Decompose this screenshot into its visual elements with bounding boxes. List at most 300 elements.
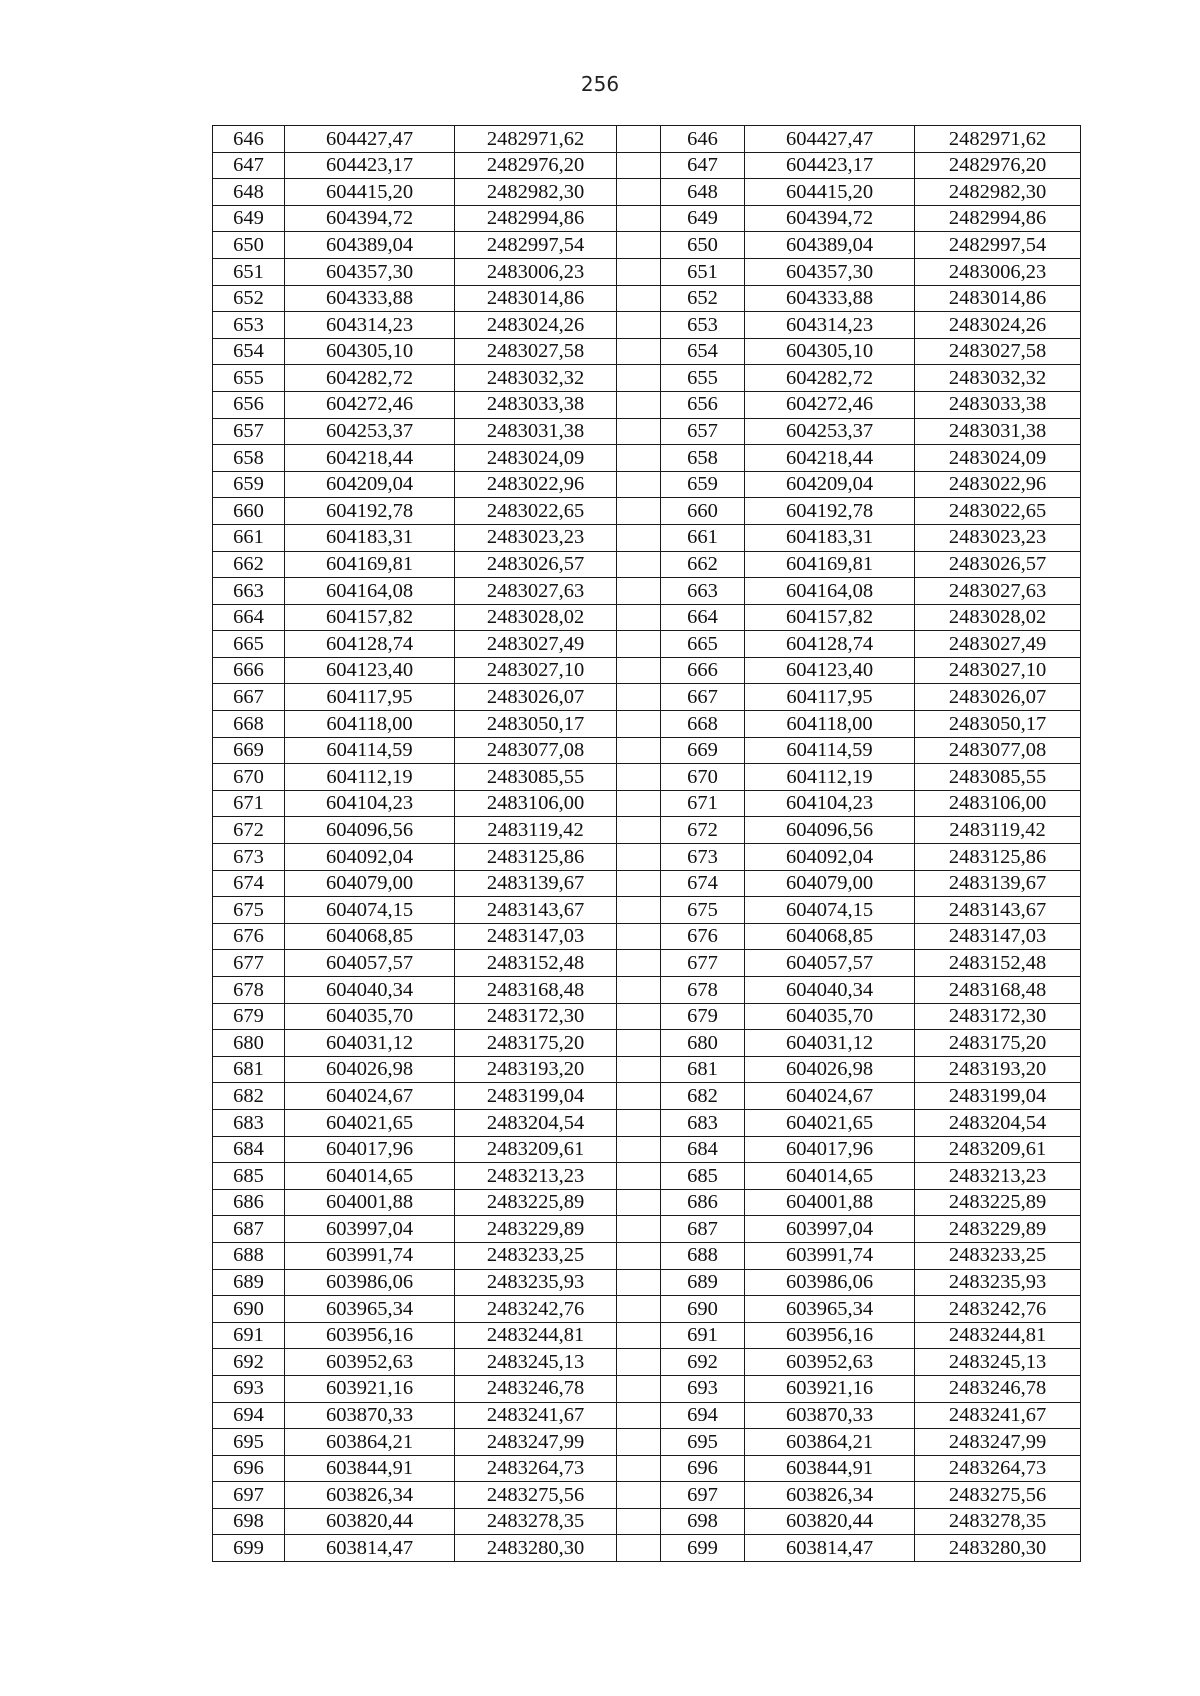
table-cell-point-number: 659 [213, 471, 285, 498]
table-cell-point-number: 691 [661, 1322, 745, 1349]
table-cell-point-number: 694 [213, 1402, 285, 1429]
table-cell-point-number: 673 [213, 844, 285, 871]
table-cell-point-number: 682 [213, 1083, 285, 1110]
table-cell-empty-cell [617, 1136, 661, 1163]
table-cell-y-coordinate: 2483247,99 [915, 1429, 1081, 1456]
table-cell-y-coordinate: 2483050,17 [915, 711, 1081, 738]
table-cell-y-coordinate: 2483085,55 [915, 764, 1081, 791]
table-cell-y-coordinate: 2483172,30 [915, 1003, 1081, 1030]
table-row [213, 870, 1081, 897]
table-cell-point-number: 658 [213, 445, 285, 472]
table-cell-y-coordinate: 2483085,55 [455, 764, 617, 791]
table-cell-y-coordinate: 2483225,89 [455, 1189, 617, 1216]
table-cell-x-coordinate: 604218,44 [285, 445, 455, 472]
table-cell-point-number: 683 [213, 1109, 285, 1136]
table-row [213, 1189, 1081, 1216]
table-cell-x-coordinate: 603870,33 [285, 1402, 455, 1429]
table-cell-empty-cell [617, 1296, 661, 1323]
table-cell-empty-cell [617, 1535, 661, 1562]
table-cell-point-number: 678 [661, 977, 745, 1004]
table-cell-x-coordinate: 604040,34 [745, 977, 915, 1004]
table-cell-y-coordinate: 2483241,67 [455, 1402, 617, 1429]
table-cell-point-number: 679 [213, 1003, 285, 1030]
table-cell-point-number: 657 [661, 418, 745, 445]
table-cell-empty-cell [617, 1003, 661, 1030]
table-cell-y-coordinate: 2483125,86 [915, 844, 1081, 871]
table-cell-point-number: 654 [661, 338, 745, 365]
table-cell-y-coordinate: 2483106,00 [915, 790, 1081, 817]
table-cell-point-number: 697 [661, 1482, 745, 1509]
table-cell-x-coordinate: 604253,37 [745, 418, 915, 445]
table-cell-x-coordinate: 604017,96 [285, 1136, 455, 1163]
table-cell-point-number: 655 [213, 365, 285, 392]
table-cell-point-number: 654 [213, 338, 285, 365]
table-cell-point-number: 651 [213, 258, 285, 285]
table-row [213, 338, 1081, 365]
table-cell-y-coordinate: 2483209,61 [455, 1136, 617, 1163]
table-cell-point-number: 651 [661, 258, 745, 285]
table-row [213, 258, 1081, 285]
table-cell-y-coordinate: 2483027,63 [455, 578, 617, 605]
table-cell-empty-cell [617, 471, 661, 498]
table-cell-y-coordinate: 2483245,13 [455, 1349, 617, 1376]
table-cell-point-number: 649 [661, 205, 745, 232]
table-cell-x-coordinate: 604014,65 [285, 1163, 455, 1190]
table-cell-x-coordinate: 604423,17 [745, 152, 915, 179]
table-cell-point-number: 664 [661, 604, 745, 631]
table-cell-y-coordinate: 2483229,89 [455, 1216, 617, 1243]
table-cell-x-coordinate: 604169,81 [285, 551, 455, 578]
table-row [213, 232, 1081, 259]
table-row [213, 897, 1081, 924]
table-cell-point-number: 677 [661, 950, 745, 977]
table-cell-y-coordinate: 2483280,30 [915, 1535, 1081, 1562]
table-cell-point-number: 667 [213, 684, 285, 711]
table-cell-point-number: 653 [661, 312, 745, 339]
table-row [213, 711, 1081, 738]
table-cell-point-number: 694 [661, 1402, 745, 1429]
table-cell-empty-cell [617, 232, 661, 259]
table-cell-y-coordinate: 2482976,20 [915, 152, 1081, 179]
table-cell-empty-cell [617, 790, 661, 817]
table-cell-x-coordinate: 604024,67 [745, 1083, 915, 1110]
table-row [213, 179, 1081, 206]
table-cell-y-coordinate: 2483246,78 [455, 1375, 617, 1402]
table-cell-empty-cell [617, 1242, 661, 1269]
table-cell-point-number: 660 [661, 498, 745, 525]
table-row [213, 126, 1081, 153]
table-cell-point-number: 652 [213, 285, 285, 312]
table-cell-point-number: 681 [661, 1056, 745, 1083]
table-cell-y-coordinate: 2482994,86 [915, 205, 1081, 232]
table-cell-x-coordinate: 603997,04 [745, 1216, 915, 1243]
table-cell-y-coordinate: 2483024,26 [455, 312, 617, 339]
table-cell-y-coordinate: 2483027,10 [915, 657, 1081, 684]
table-cell-point-number: 668 [213, 711, 285, 738]
table-cell-x-coordinate: 604021,65 [745, 1109, 915, 1136]
table-cell-x-coordinate: 604118,00 [285, 711, 455, 738]
table-cell-point-number: 667 [661, 684, 745, 711]
table-cell-x-coordinate: 604157,82 [745, 604, 915, 631]
table-cell-y-coordinate: 2483022,65 [455, 498, 617, 525]
coordinates-table [212, 125, 1081, 1562]
table-cell-y-coordinate: 2483027,58 [455, 338, 617, 365]
table-cell-empty-cell [617, 551, 661, 578]
table-cell-y-coordinate: 2483242,76 [915, 1296, 1081, 1323]
table-cell-y-coordinate: 2483225,89 [915, 1189, 1081, 1216]
table-cell-x-coordinate: 603814,47 [285, 1535, 455, 1562]
table-cell-point-number: 666 [213, 657, 285, 684]
table-row [213, 551, 1081, 578]
table-cell-x-coordinate: 603826,34 [745, 1482, 915, 1509]
table-cell-x-coordinate: 604096,56 [745, 817, 915, 844]
table-cell-x-coordinate: 603864,21 [745, 1429, 915, 1456]
table-cell-y-coordinate: 2483152,48 [455, 950, 617, 977]
table-cell-empty-cell [617, 1083, 661, 1110]
table-cell-y-coordinate: 2483119,42 [915, 817, 1081, 844]
table-cell-x-coordinate: 604123,40 [285, 657, 455, 684]
table-cell-point-number: 693 [213, 1375, 285, 1402]
table-row [213, 365, 1081, 392]
table-cell-x-coordinate: 604209,04 [745, 471, 915, 498]
table-cell-point-number: 685 [213, 1163, 285, 1190]
table-cell-y-coordinate: 2483233,25 [455, 1242, 617, 1269]
table-row [213, 471, 1081, 498]
table-cell-x-coordinate: 604394,72 [745, 205, 915, 232]
table-cell-x-coordinate: 604415,20 [285, 179, 455, 206]
table-cell-x-coordinate: 603956,16 [285, 1322, 455, 1349]
table-cell-y-coordinate: 2483264,73 [915, 1455, 1081, 1482]
table-cell-x-coordinate: 604282,72 [745, 365, 915, 392]
table-cell-empty-cell [617, 1482, 661, 1509]
table-cell-y-coordinate: 2483027,63 [915, 578, 1081, 605]
table-row [213, 1375, 1081, 1402]
table-cell-x-coordinate: 603952,63 [285, 1349, 455, 1376]
table-cell-y-coordinate: 2483193,20 [915, 1056, 1081, 1083]
table-cell-x-coordinate: 604253,37 [285, 418, 455, 445]
table-cell-point-number: 653 [213, 312, 285, 339]
table-cell-point-number: 695 [213, 1429, 285, 1456]
table-row [213, 578, 1081, 605]
table-cell-y-coordinate: 2483204,54 [915, 1109, 1081, 1136]
table-cell-y-coordinate: 2483278,35 [915, 1508, 1081, 1535]
table-cell-x-coordinate: 604031,12 [745, 1030, 915, 1057]
table-cell-empty-cell [617, 498, 661, 525]
table-cell-y-coordinate: 2483027,49 [455, 631, 617, 658]
table-cell-x-coordinate: 603921,16 [285, 1375, 455, 1402]
table-cell-y-coordinate: 2482982,30 [455, 179, 617, 206]
table-cell-x-coordinate: 604164,08 [745, 578, 915, 605]
table-cell-empty-cell [617, 391, 661, 418]
table-cell-y-coordinate: 2483031,38 [915, 418, 1081, 445]
table-cell-y-coordinate: 2483275,56 [915, 1482, 1081, 1509]
table-cell-y-coordinate: 2483026,57 [455, 551, 617, 578]
table-row [213, 1482, 1081, 1509]
table-cell-y-coordinate: 2483139,67 [455, 870, 617, 897]
table-cell-point-number: 698 [213, 1508, 285, 1535]
table-cell-x-coordinate: 604123,40 [745, 657, 915, 684]
table-cell-y-coordinate: 2482971,62 [915, 126, 1081, 153]
table-cell-y-coordinate: 2483278,35 [455, 1508, 617, 1535]
table-cell-point-number: 652 [661, 285, 745, 312]
table-cell-point-number: 676 [213, 923, 285, 950]
table-cell-x-coordinate: 604040,34 [285, 977, 455, 1004]
table-cell-y-coordinate: 2483032,32 [915, 365, 1081, 392]
table-cell-point-number: 665 [661, 631, 745, 658]
table-cell-point-number: 662 [213, 551, 285, 578]
table-cell-x-coordinate: 604001,88 [745, 1189, 915, 1216]
table-cell-x-coordinate: 604314,23 [285, 312, 455, 339]
table-cell-y-coordinate: 2482997,54 [915, 232, 1081, 259]
table-cell-point-number: 670 [661, 764, 745, 791]
table-row [213, 1535, 1081, 1562]
table-cell-empty-cell [617, 657, 661, 684]
table-cell-x-coordinate: 604068,85 [285, 923, 455, 950]
table-cell-x-coordinate: 604074,15 [745, 897, 915, 924]
table-cell-empty-cell [617, 684, 661, 711]
table-cell-point-number: 698 [661, 1508, 745, 1535]
table-cell-x-coordinate: 604035,70 [745, 1003, 915, 1030]
table-cell-empty-cell [617, 1402, 661, 1429]
table-cell-point-number: 699 [661, 1535, 745, 1562]
table-cell-x-coordinate: 603965,34 [745, 1296, 915, 1323]
table-cell-empty-cell [617, 817, 661, 844]
table-cell-x-coordinate: 603921,16 [745, 1375, 915, 1402]
table-cell-point-number: 689 [213, 1269, 285, 1296]
table-cell-empty-cell [617, 445, 661, 472]
table-cell-x-coordinate: 603965,34 [285, 1296, 455, 1323]
table-cell-y-coordinate: 2483024,26 [915, 312, 1081, 339]
page-number: 256 [580, 72, 620, 96]
table-cell-y-coordinate: 2483106,00 [455, 790, 617, 817]
table-cell-y-coordinate: 2483022,96 [915, 471, 1081, 498]
table-cell-x-coordinate: 603844,91 [285, 1455, 455, 1482]
table-cell-x-coordinate: 604423,17 [285, 152, 455, 179]
table-cell-point-number: 686 [213, 1189, 285, 1216]
table-cell-empty-cell [617, 1508, 661, 1535]
table-cell-y-coordinate: 2483175,20 [455, 1030, 617, 1057]
table-cell-x-coordinate: 604026,98 [285, 1056, 455, 1083]
table-cell-x-coordinate: 604031,12 [285, 1030, 455, 1057]
table-cell-y-coordinate: 2483026,07 [455, 684, 617, 711]
table-cell-empty-cell [617, 604, 661, 631]
table-row [213, 1349, 1081, 1376]
table-cell-x-coordinate: 604118,00 [745, 711, 915, 738]
table-cell-point-number: 669 [213, 737, 285, 764]
table-row [213, 950, 1081, 977]
table-cell-y-coordinate: 2483229,89 [915, 1216, 1081, 1243]
table-cell-x-coordinate: 603864,21 [285, 1429, 455, 1456]
table-cell-y-coordinate: 2482997,54 [455, 232, 617, 259]
table-cell-point-number: 692 [661, 1349, 745, 1376]
table-cell-empty-cell [617, 1216, 661, 1243]
table-cell-y-coordinate: 2483023,23 [455, 524, 617, 551]
table-cell-y-coordinate: 2483032,32 [455, 365, 617, 392]
table-cell-x-coordinate: 604079,00 [285, 870, 455, 897]
table-cell-y-coordinate: 2483023,23 [915, 524, 1081, 551]
table-cell-x-coordinate: 604157,82 [285, 604, 455, 631]
table-cell-point-number: 656 [213, 391, 285, 418]
table-cell-x-coordinate: 604183,31 [285, 524, 455, 551]
table-cell-point-number: 681 [213, 1056, 285, 1083]
table-cell-empty-cell [617, 1056, 661, 1083]
table-cell-y-coordinate: 2483199,04 [915, 1083, 1081, 1110]
table-row [213, 977, 1081, 1004]
table-cell-point-number: 674 [213, 870, 285, 897]
table-cell-x-coordinate: 604128,74 [285, 631, 455, 658]
table-cell-x-coordinate: 604427,47 [745, 126, 915, 153]
table-cell-y-coordinate: 2483033,38 [915, 391, 1081, 418]
table-row [213, 285, 1081, 312]
table-cell-point-number: 699 [213, 1535, 285, 1562]
table-cell-x-coordinate: 604112,19 [285, 764, 455, 791]
table-cell-x-coordinate: 604128,74 [745, 631, 915, 658]
table-cell-x-coordinate: 604068,85 [745, 923, 915, 950]
table-cell-y-coordinate: 2483077,08 [455, 737, 617, 764]
table-cell-point-number: 674 [661, 870, 745, 897]
table-row [213, 1109, 1081, 1136]
table-cell-point-number: 673 [661, 844, 745, 871]
table-cell-empty-cell [617, 1455, 661, 1482]
table-cell-empty-cell [617, 152, 661, 179]
table-cell-y-coordinate: 2483147,03 [455, 923, 617, 950]
table-cell-x-coordinate: 604394,72 [285, 205, 455, 232]
table-cell-y-coordinate: 2483125,86 [455, 844, 617, 871]
table-row [213, 1056, 1081, 1083]
table-cell-empty-cell [617, 737, 661, 764]
table-cell-y-coordinate: 2483233,25 [915, 1242, 1081, 1269]
table-cell-empty-cell [617, 338, 661, 365]
table-cell-point-number: 657 [213, 418, 285, 445]
table-row [213, 524, 1081, 551]
table-cell-x-coordinate: 604333,88 [285, 285, 455, 312]
table-cell-point-number: 672 [661, 817, 745, 844]
table-row [213, 1429, 1081, 1456]
table-cell-y-coordinate: 2483077,08 [915, 737, 1081, 764]
table-cell-y-coordinate: 2483280,30 [455, 1535, 617, 1562]
table-cell-point-number: 679 [661, 1003, 745, 1030]
table-row [213, 1402, 1081, 1429]
table-cell-x-coordinate: 604057,57 [745, 950, 915, 977]
table-row [213, 604, 1081, 631]
table-cell-x-coordinate: 603991,74 [745, 1242, 915, 1269]
table-cell-empty-cell [617, 524, 661, 551]
table-cell-point-number: 685 [661, 1163, 745, 1190]
table-cell-x-coordinate: 603870,33 [745, 1402, 915, 1429]
table-row [213, 1508, 1081, 1535]
table-cell-x-coordinate: 603986,06 [285, 1269, 455, 1296]
table-cell-y-coordinate: 2483147,03 [915, 923, 1081, 950]
table-cell-x-coordinate: 603844,91 [745, 1455, 915, 1482]
table-cell-x-coordinate: 603986,06 [745, 1269, 915, 1296]
table-cell-empty-cell [617, 179, 661, 206]
table-row [213, 817, 1081, 844]
table-cell-y-coordinate: 2483143,67 [915, 897, 1081, 924]
table-row [213, 923, 1081, 950]
table-cell-point-number: 671 [213, 790, 285, 817]
table-cell-y-coordinate: 2483050,17 [455, 711, 617, 738]
table-cell-y-coordinate: 2483152,48 [915, 950, 1081, 977]
table-row [213, 1322, 1081, 1349]
table-cell-x-coordinate: 604209,04 [285, 471, 455, 498]
table-row [213, 1269, 1081, 1296]
table-cell-x-coordinate: 604021,65 [285, 1109, 455, 1136]
table-cell-y-coordinate: 2483027,10 [455, 657, 617, 684]
table-cell-y-coordinate: 2483213,23 [455, 1163, 617, 1190]
table-cell-point-number: 656 [661, 391, 745, 418]
table-cell-point-number: 664 [213, 604, 285, 631]
table-cell-empty-cell [617, 418, 661, 445]
table-cell-x-coordinate: 604415,20 [745, 179, 915, 206]
table-cell-point-number: 691 [213, 1322, 285, 1349]
table-row [213, 1216, 1081, 1243]
table-cell-y-coordinate: 2483143,67 [455, 897, 617, 924]
table-cell-point-number: 693 [661, 1375, 745, 1402]
table-cell-x-coordinate: 603826,34 [285, 1482, 455, 1509]
table-cell-point-number: 646 [661, 126, 745, 153]
table-cell-point-number: 670 [213, 764, 285, 791]
table-cell-y-coordinate: 2483247,99 [455, 1429, 617, 1456]
table-cell-x-coordinate: 604427,47 [285, 126, 455, 153]
table-cell-x-coordinate: 604104,23 [285, 790, 455, 817]
table-cell-point-number: 661 [213, 524, 285, 551]
table-cell-y-coordinate: 2483172,30 [455, 1003, 617, 1030]
coordinates-table-body [213, 126, 1081, 1562]
table-cell-point-number: 647 [213, 152, 285, 179]
table-cell-point-number: 690 [213, 1296, 285, 1323]
table-cell-point-number: 663 [661, 578, 745, 605]
table-cell-x-coordinate: 604389,04 [745, 232, 915, 259]
table-cell-point-number: 658 [661, 445, 745, 472]
table-cell-x-coordinate: 604305,10 [285, 338, 455, 365]
table-cell-y-coordinate: 2483245,13 [915, 1349, 1081, 1376]
table-cell-empty-cell [617, 1375, 661, 1402]
table-cell-y-coordinate: 2483264,73 [455, 1455, 617, 1482]
table-cell-x-coordinate: 604389,04 [285, 232, 455, 259]
table-cell-empty-cell [617, 312, 661, 339]
table-cell-y-coordinate: 2483235,93 [915, 1269, 1081, 1296]
table-cell-point-number: 677 [213, 950, 285, 977]
table-cell-point-number: 680 [213, 1030, 285, 1057]
table-cell-point-number: 663 [213, 578, 285, 605]
table-cell-x-coordinate: 603952,63 [745, 1349, 915, 1376]
table-row [213, 205, 1081, 232]
table-cell-x-coordinate: 604074,15 [285, 897, 455, 924]
table-cell-x-coordinate: 604017,96 [745, 1136, 915, 1163]
table-cell-x-coordinate: 603997,04 [285, 1216, 455, 1243]
table-cell-x-coordinate: 604218,44 [745, 445, 915, 472]
table-cell-empty-cell [617, 126, 661, 153]
table-cell-x-coordinate: 604314,23 [745, 312, 915, 339]
table-cell-point-number: 676 [661, 923, 745, 950]
table-cell-y-coordinate: 2483026,07 [915, 684, 1081, 711]
table-cell-point-number: 661 [661, 524, 745, 551]
table-cell-point-number: 665 [213, 631, 285, 658]
table-cell-y-coordinate: 2482982,30 [915, 179, 1081, 206]
table-cell-y-coordinate: 2483168,48 [915, 977, 1081, 1004]
table-cell-y-coordinate: 2483022,65 [915, 498, 1081, 525]
table-cell-point-number: 678 [213, 977, 285, 1004]
table-cell-point-number: 646 [213, 126, 285, 153]
table-cell-y-coordinate: 2483209,61 [915, 1136, 1081, 1163]
table-cell-empty-cell [617, 285, 661, 312]
table-cell-x-coordinate: 603820,44 [285, 1508, 455, 1535]
table-cell-point-number: 696 [213, 1455, 285, 1482]
table-cell-point-number: 695 [661, 1429, 745, 1456]
table-row [213, 1242, 1081, 1269]
table-cell-empty-cell [617, 711, 661, 738]
table-cell-y-coordinate: 2483006,23 [915, 258, 1081, 285]
